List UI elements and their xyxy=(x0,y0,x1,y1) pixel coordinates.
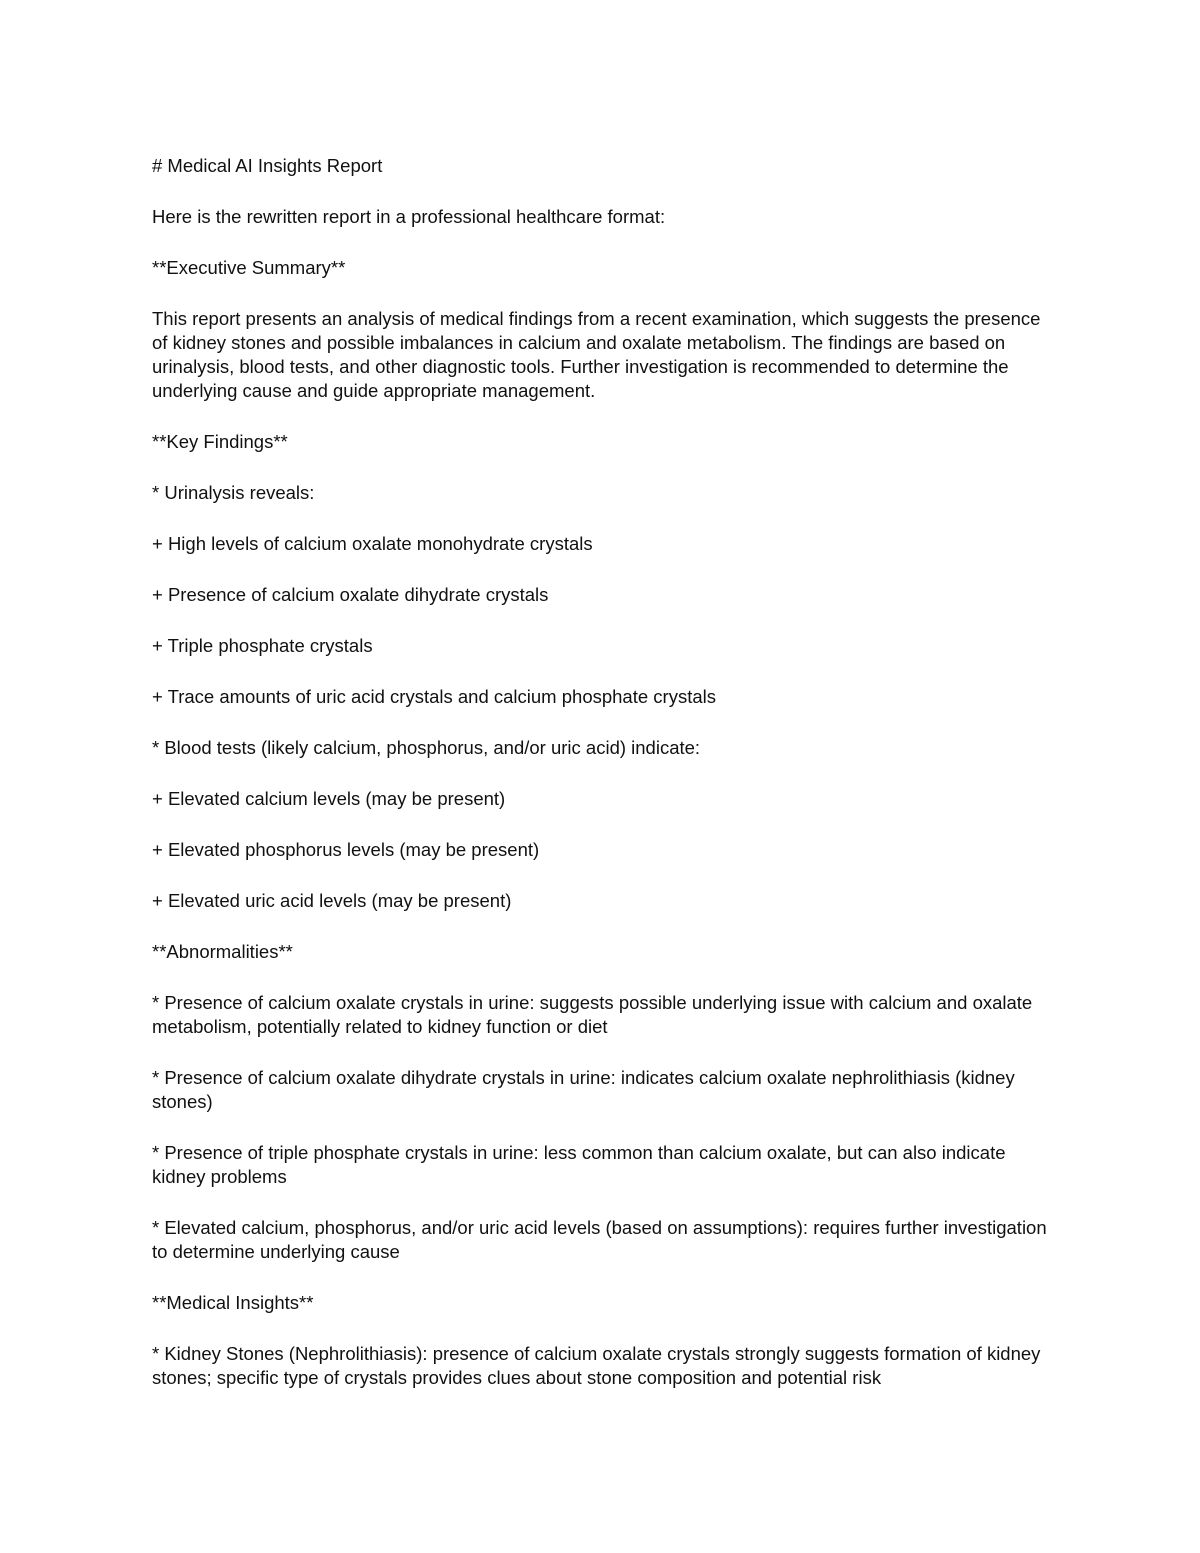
executive-summary-paragraph: This report presents an analysis of medical findings from a recent examination, which suggests the presence of kidney stones and possible imbalances in calcium and oxalate metabolism. The findings are based on urinalysis, blood tests, and other diagnostic tools. Further investigation is recommended to determine the underlying cause and guide appropriate management. xyxy=(152,308,1046,401)
finding-subitem: + Presence of calcium oxalate dihydrate crystals xyxy=(152,584,549,605)
abnormality-item: * Elevated calcium, phosphorus, and/or uric acid levels (based on assumptions): requires further investigation to determine underlying cause xyxy=(152,1217,1052,1262)
finding-subitem: + Elevated calcium levels (may be present) xyxy=(152,788,506,809)
finding-subitem: + Elevated phosphorus levels (may be present) xyxy=(152,839,540,860)
document-body xyxy=(152,154,1052,1417)
section-heading-medical-insights: **Medical Insights** xyxy=(152,1292,314,1313)
section-heading-abnormalities: **Abnormalities** xyxy=(152,941,293,962)
finding-item: * Urinalysis reveals: xyxy=(152,482,315,503)
finding-subitem: + Elevated uric acid levels (may be present) xyxy=(152,890,512,911)
section-heading-executive-summary: **Executive Summary** xyxy=(152,257,346,278)
intro-paragraph: Here is the rewritten report in a professional healthcare format: xyxy=(152,206,666,227)
finding-subitem: + Triple phosphate crystals xyxy=(152,635,373,656)
finding-subitem: + Trace amounts of uric acid crystals and calcium phosphate crystals xyxy=(152,686,716,707)
abnormality-item: * Presence of triple phosphate crystals in urine: less common than calcium oxalate, but can also indicate kidney problems xyxy=(152,1142,1011,1187)
abnormality-item: * Presence of calcium oxalate dihydrate crystals in urine: indicates calcium oxalate nephrolithiasis (kidney stones) xyxy=(152,1067,1020,1112)
finding-item: * Blood tests (likely calcium, phosphorus, and/or uric acid) indicate: xyxy=(152,737,701,758)
section-heading-key-findings: **Key Findings** xyxy=(152,431,288,452)
finding-subitem: + High levels of calcium oxalate monohydrate crystals xyxy=(152,533,593,554)
insight-item: * Kidney Stones (Nephrolithiasis): presence of calcium oxalate crystals strongly suggests formation of kidney stones; specific type of crystals provides clues about stone composition and potential risk xyxy=(152,1343,1046,1388)
report-title: # Medical AI Insights Report xyxy=(152,155,383,176)
abnormality-item: * Presence of calcium oxalate crystals in urine: suggests possible underlying issue with calcium and oxalate metabolism, potentially related to kidney function or diet xyxy=(152,992,1038,1037)
